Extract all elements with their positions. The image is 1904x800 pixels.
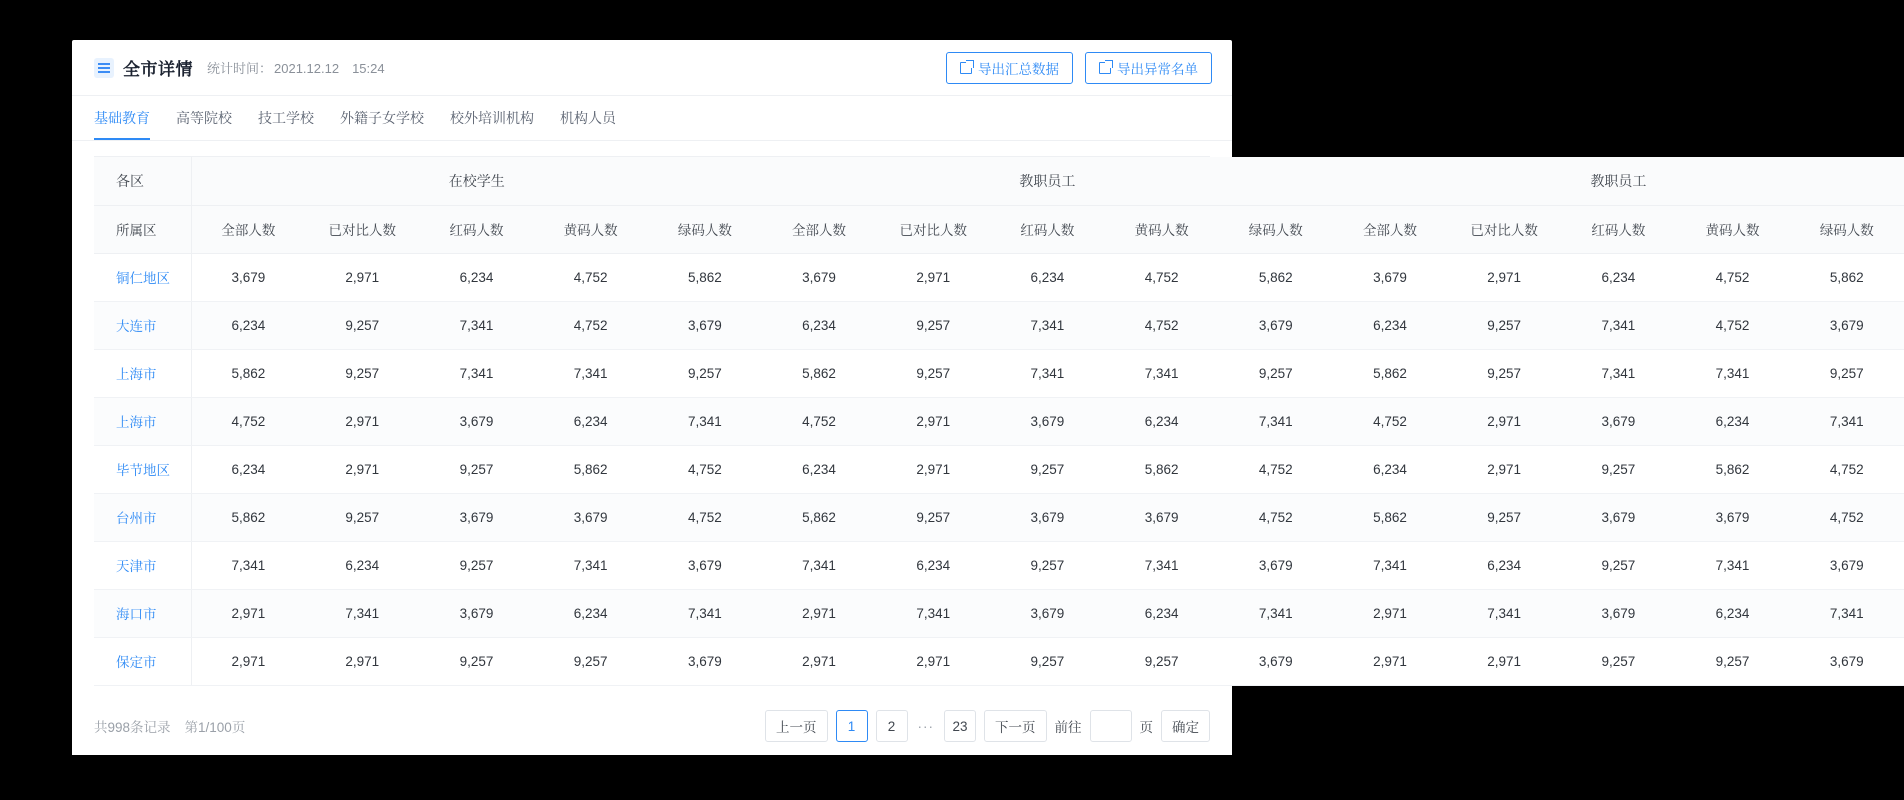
cell: 5,862 — [1105, 445, 1219, 493]
export-summary-label: 导出汇总数据 — [978, 61, 1059, 77]
cell: 9,257 — [1219, 349, 1333, 397]
cell: 9,257 — [876, 493, 990, 541]
page-button-last[interactable]: 23 — [944, 710, 976, 742]
cell: 7,341 — [191, 541, 305, 589]
table-row[interactable] — [94, 493, 1904, 541]
cell: 4,752 — [191, 397, 305, 445]
cell: 3,679 — [1105, 493, 1219, 541]
cell: 4,752 — [1675, 253, 1789, 301]
cell: 3,679 — [762, 253, 876, 301]
confirm-button[interactable]: 确定 — [1161, 710, 1210, 742]
cell: 9,257 — [419, 541, 533, 589]
cell: 7,341 — [990, 301, 1104, 349]
cell: 3,679 — [1790, 637, 1904, 685]
group-header-students: 在校学生 — [191, 157, 762, 205]
cell: 4,752 — [1333, 397, 1447, 445]
cell: 2,971 — [1333, 637, 1447, 685]
cell: 4,752 — [1105, 253, 1219, 301]
stat-time — [207, 58, 385, 77]
cell: 7,341 — [1561, 349, 1675, 397]
goto-label: 前往 — [1054, 720, 1082, 735]
table-row[interactable] — [94, 397, 1904, 445]
export-summary-button[interactable] — [946, 52, 1073, 84]
sub-header-cell: 黄码人数 — [534, 205, 648, 253]
page-button-1[interactable]: 1 — [836, 710, 868, 742]
cell: 3,679 — [1675, 493, 1789, 541]
cell: 5,862 — [191, 349, 305, 397]
pagination — [765, 710, 1210, 742]
cell: 3,679 — [1333, 253, 1447, 301]
table-head — [94, 157, 1904, 253]
cell: 5,862 — [762, 493, 876, 541]
cell: 7,341 — [1219, 589, 1333, 637]
cell: 2,971 — [762, 637, 876, 685]
data-table — [94, 157, 1904, 686]
cell: 7,341 — [305, 589, 419, 637]
cell: 9,257 — [305, 493, 419, 541]
cell: 7,341 — [1790, 397, 1904, 445]
cell: 3,679 — [1790, 301, 1904, 349]
export-abnormal-button[interactable] — [1085, 52, 1212, 84]
pagination-ellipsis: ··· — [917, 718, 934, 734]
table-group-header-row — [94, 157, 1904, 205]
sub-header-cell: 黄码人数 — [1105, 205, 1219, 253]
cell: 6,234 — [1561, 253, 1675, 301]
cell: 9,257 — [1105, 637, 1219, 685]
cell: 3,679 — [1219, 301, 1333, 349]
page-button-2[interactable]: 2 — [876, 710, 908, 742]
group-header-staff-2: 教职员工 — [1333, 157, 1904, 205]
table-row[interactable] — [94, 253, 1904, 301]
cell: 9,257 — [1790, 349, 1904, 397]
cell: 3,679 — [1561, 493, 1675, 541]
tab-label: 基础教育 — [94, 110, 150, 126]
cell: 7,341 — [1675, 541, 1789, 589]
header-actions — [946, 52, 1212, 84]
cell: 9,257 — [1675, 637, 1789, 685]
cell: 2,971 — [305, 253, 419, 301]
cell: 9,257 — [1447, 301, 1561, 349]
cell: 9,257 — [1447, 493, 1561, 541]
cell: 9,257 — [990, 541, 1104, 589]
cell: 6,234 — [534, 397, 648, 445]
cell: 3,679 — [1561, 589, 1675, 637]
cell: 7,341 — [534, 349, 648, 397]
cell: 9,257 — [419, 445, 533, 493]
tab-label: 校外培训机构 — [450, 110, 534, 126]
cell: 9,257 — [1561, 541, 1675, 589]
cell: 4,752 — [534, 253, 648, 301]
tab-training-institution[interactable] — [450, 96, 534, 140]
sub-header-cell: 已对比人数 — [1447, 205, 1561, 253]
page-title: 全市详情 — [123, 60, 193, 79]
row-area-link[interactable]: 天津市 — [94, 541, 191, 589]
cell: 7,341 — [419, 301, 533, 349]
sub-header-cell: 全部人数 — [1333, 205, 1447, 253]
cell: 3,679 — [419, 397, 533, 445]
tab-label: 技工学校 — [258, 110, 314, 126]
cell: 3,679 — [419, 493, 533, 541]
cell: 7,341 — [648, 397, 762, 445]
cell: 2,971 — [305, 397, 419, 445]
sub-header-cell: 全部人数 — [762, 205, 876, 253]
row-area-link[interactable]: 上海市 — [94, 349, 191, 397]
cell: 9,257 — [534, 637, 648, 685]
cell: 9,257 — [876, 349, 990, 397]
cell: 3,679 — [648, 541, 762, 589]
cell: 3,679 — [648, 637, 762, 685]
cell: 5,862 — [1790, 253, 1904, 301]
cell: 6,234 — [1105, 397, 1219, 445]
row-area-link[interactable]: 海口市 — [94, 589, 191, 637]
cell: 3,679 — [1219, 637, 1333, 685]
tab-label: 机构人员 — [560, 110, 616, 126]
cell: 5,862 — [1675, 445, 1789, 493]
cell: 7,341 — [1447, 589, 1561, 637]
cell: 6,234 — [990, 253, 1104, 301]
row-area-link[interactable]: 铜仁地区 — [94, 253, 191, 301]
cell: 7,341 — [1105, 541, 1219, 589]
table-row[interactable] — [94, 349, 1904, 397]
page-unit-label: 页 — [1139, 720, 1153, 735]
cell: 2,971 — [876, 445, 990, 493]
cell: 2,971 — [876, 253, 990, 301]
tab-label: 高等院校 — [176, 110, 232, 126]
cell: 2,971 — [876, 637, 990, 685]
tab-higher-education[interactable] — [176, 96, 232, 140]
cell: 4,752 — [1105, 301, 1219, 349]
cell: 3,679 — [419, 589, 533, 637]
prev-page-button[interactable]: 上一页 — [765, 710, 828, 742]
cell: 2,971 — [762, 589, 876, 637]
cell: 2,971 — [305, 445, 419, 493]
cell: 5,862 — [191, 493, 305, 541]
cell: 9,257 — [648, 349, 762, 397]
cell: 5,862 — [648, 253, 762, 301]
cell: 3,679 — [990, 397, 1104, 445]
cell: 7,341 — [990, 349, 1104, 397]
stat-time-value: 2021.12.12 15:24 — [274, 61, 385, 76]
sub-header-cell: 已对比人数 — [876, 205, 990, 253]
tab-technical-school[interactable] — [258, 96, 314, 140]
row-area-link[interactable]: 保定市 — [94, 637, 191, 685]
cell: 2,971 — [1447, 445, 1561, 493]
cell: 2,971 — [876, 397, 990, 445]
data-table-container[interactable] — [94, 156, 1874, 689]
cell: 3,679 — [648, 301, 762, 349]
detail-panel — [72, 40, 1874, 755]
cell: 4,752 — [1675, 301, 1789, 349]
cell: 9,257 — [1561, 637, 1675, 685]
table-row[interactable] — [94, 301, 1904, 349]
cell: 9,257 — [305, 301, 419, 349]
document-icon — [94, 58, 114, 78]
sub-header-cell: 红码人数 — [990, 205, 1104, 253]
cell: 2,971 — [191, 589, 305, 637]
group-header-staff-1: 教职员工 — [762, 157, 1333, 205]
cell: 3,679 — [990, 589, 1104, 637]
total-records: 共998条记录 — [94, 720, 171, 735]
external-link-icon — [960, 62, 972, 74]
cell: 6,234 — [762, 445, 876, 493]
tab-label: 外籍子女学校 — [340, 110, 424, 126]
cell: 4,752 — [534, 301, 648, 349]
cell: 7,341 — [1219, 397, 1333, 445]
sub-header-cell: 全部人数 — [191, 205, 305, 253]
cell: 7,341 — [1675, 349, 1789, 397]
cell: 4,752 — [1790, 493, 1904, 541]
cell: 5,862 — [1333, 493, 1447, 541]
cell: 2,971 — [191, 637, 305, 685]
cell: 4,752 — [1219, 445, 1333, 493]
cell: 7,341 — [1561, 301, 1675, 349]
cell: 4,752 — [1219, 493, 1333, 541]
cell: 9,257 — [305, 349, 419, 397]
table-row[interactable] — [94, 589, 1904, 637]
table-sub-header-row — [94, 205, 1904, 253]
cell: 5,862 — [1219, 253, 1333, 301]
cell: 3,679 — [534, 493, 648, 541]
cell: 4,752 — [648, 493, 762, 541]
table-row[interactable] — [94, 445, 1904, 493]
cell: 5,862 — [762, 349, 876, 397]
table-body — [94, 253, 1904, 685]
cell: 5,862 — [1333, 349, 1447, 397]
cell: 9,257 — [1561, 445, 1675, 493]
row-area-link[interactable]: 大连市 — [94, 301, 191, 349]
cell: 7,341 — [762, 541, 876, 589]
cell: 3,679 — [1219, 541, 1333, 589]
sub-header-cell: 红码人数 — [1561, 205, 1675, 253]
cell: 6,234 — [419, 253, 533, 301]
cell: 9,257 — [1447, 349, 1561, 397]
cell: 6,234 — [1675, 397, 1789, 445]
cell: 6,234 — [305, 541, 419, 589]
sub-header-cell: 红码人数 — [419, 205, 533, 253]
cell: 7,341 — [534, 541, 648, 589]
table-row[interactable] — [94, 541, 1904, 589]
cell: 9,257 — [876, 301, 990, 349]
cell: 2,971 — [1333, 589, 1447, 637]
cell: 2,971 — [1447, 397, 1561, 445]
row-area-link[interactable]: 上海市 — [94, 397, 191, 445]
sub-header-district: 所属区 — [94, 205, 191, 253]
cell: 3,679 — [1561, 397, 1675, 445]
cell: 6,234 — [191, 445, 305, 493]
sub-header-cell: 绿码人数 — [1790, 205, 1904, 253]
cell: 7,341 — [876, 589, 990, 637]
cell: 3,679 — [990, 493, 1104, 541]
cell: 4,752 — [762, 397, 876, 445]
cell: 5,862 — [534, 445, 648, 493]
table-footer — [72, 697, 1232, 755]
cell: 6,234 — [191, 301, 305, 349]
row-area-link[interactable]: 台州市 — [94, 493, 191, 541]
cell: 7,341 — [648, 589, 762, 637]
cell: 6,234 — [1333, 301, 1447, 349]
cell: 7,341 — [1333, 541, 1447, 589]
cell: 6,234 — [534, 589, 648, 637]
cell: 7,341 — [1790, 589, 1904, 637]
cell: 4,752 — [648, 445, 762, 493]
cell: 6,234 — [1105, 589, 1219, 637]
sub-header-cell: 绿码人数 — [648, 205, 762, 253]
panel-header — [72, 40, 1232, 96]
page-info: 第1/100页 — [184, 720, 246, 735]
cell: 2,971 — [305, 637, 419, 685]
cell: 6,234 — [876, 541, 990, 589]
cell: 6,234 — [1447, 541, 1561, 589]
cell: 6,234 — [1333, 445, 1447, 493]
cell: 9,257 — [990, 637, 1104, 685]
sub-header-cell: 黄码人数 — [1675, 205, 1789, 253]
table-row[interactable] — [94, 637, 1904, 685]
tab-basic-education[interactable] — [94, 96, 150, 140]
cell: 9,257 — [419, 637, 533, 685]
tab-foreign-school[interactable] — [340, 96, 424, 140]
cell: 2,971 — [1447, 253, 1561, 301]
cell: 6,234 — [1675, 589, 1789, 637]
group-header-area: 各区 — [94, 157, 191, 205]
external-link-icon — [1099, 62, 1111, 74]
record-info — [94, 716, 245, 736]
cell: 9,257 — [990, 445, 1104, 493]
tab-bar — [72, 96, 1232, 141]
next-page-button[interactable]: 下一页 — [984, 710, 1047, 742]
cell: 2,971 — [1447, 637, 1561, 685]
tab-institution-staff[interactable] — [560, 96, 616, 140]
export-abnormal-label: 导出异常名单 — [1117, 61, 1198, 77]
cell: 6,234 — [762, 301, 876, 349]
stat-time-label: 统计时间： — [207, 61, 273, 76]
row-area-link[interactable]: 毕节地区 — [94, 445, 191, 493]
goto-page-input[interactable] — [1090, 710, 1132, 742]
cell: 7,341 — [419, 349, 533, 397]
cell: 7,341 — [1105, 349, 1219, 397]
sub-header-cell: 绿码人数 — [1219, 205, 1333, 253]
cell: 4,752 — [1790, 445, 1904, 493]
cell: 3,679 — [191, 253, 305, 301]
cell: 3,679 — [1790, 541, 1904, 589]
sub-header-cell: 已对比人数 — [305, 205, 419, 253]
